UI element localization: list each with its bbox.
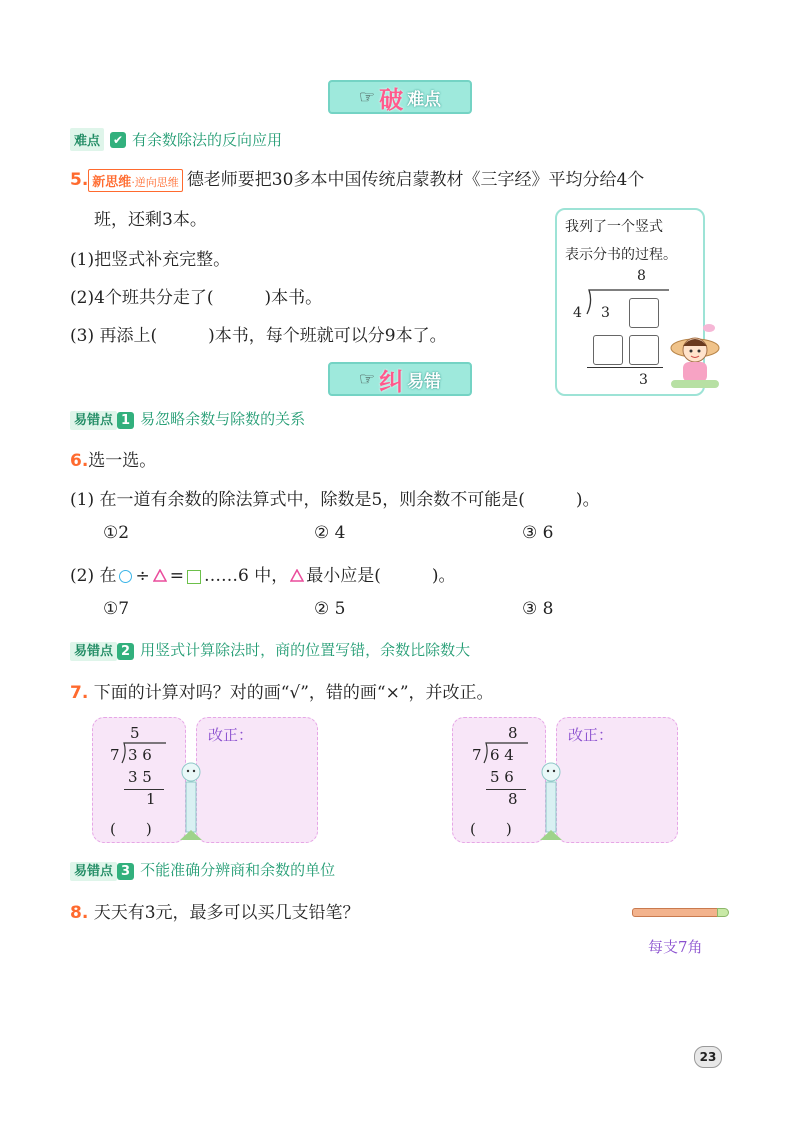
q6-title-line [70, 446, 156, 471]
q5-part3: (3) 再添上( )本书，每个班就可以分9本了。 [70, 326, 447, 346]
q5-part1: (1)把竖式补充完整。 [70, 250, 231, 270]
hand-pointer-icon: ☞ [358, 86, 376, 108]
mistake-title: 易忽略余数与除数的关系 [140, 410, 306, 428]
q6-title: 选一选。 [88, 451, 157, 471]
banner-correct [328, 362, 472, 396]
q6-part2: (2) 在 ÷ = ……6 中， 最小应是( )。 [70, 566, 456, 586]
q6-number: 6. [70, 451, 89, 471]
banner-small-text: 难点 [407, 89, 442, 110]
banner-big-char: 纠 [379, 367, 404, 396]
right-product: 5 6 [490, 768, 514, 786]
pencil-icon [632, 908, 720, 917]
q6-p1-option-b[interactable]: ② 4 [314, 523, 346, 543]
right-judge-blank[interactable]: ( ) [470, 820, 512, 838]
q5-text-1: 德老师要把30多本中国传统启蒙教材《三字经》平均分给4个 [186, 170, 645, 190]
difficult-chip: 难点 [70, 128, 104, 151]
blank-box[interactable] [629, 335, 659, 365]
banner-small-text: 易错 [407, 371, 442, 392]
note-remainder: 3 [639, 372, 648, 388]
q6-p2-option-a[interactable]: ①7 [103, 599, 130, 619]
triangle-shape-icon [290, 567, 304, 587]
q7-title-line [70, 678, 494, 703]
square-shape-icon [187, 570, 201, 584]
q7-title: 下面的计算对吗？对的画“√”，错的画“×”，并改正。 [93, 683, 494, 703]
new-thinking-badge: 新思维·逆向思维 [88, 169, 183, 192]
q8-number: 8. [70, 903, 89, 923]
subtraction-line [486, 789, 526, 790]
q5-number: 5. [70, 170, 89, 190]
hand-pointer-icon: ☞ [358, 368, 376, 390]
circle-shape-icon [119, 570, 132, 583]
q6-p1-option-c[interactable]: ③ 6 [522, 523, 554, 543]
q5-line2: 班，还剩3本。 [94, 210, 207, 230]
right-fix-label: 改正： [568, 726, 614, 744]
subtraction-line [587, 367, 663, 368]
right-remainder: 8 [508, 790, 518, 808]
subtraction-line [124, 789, 164, 790]
pencil-price: 每支7角 [648, 938, 703, 956]
check-icon: ✔ [110, 132, 126, 148]
note-dividend: 3 [601, 305, 610, 321]
left-product: 3 5 [128, 768, 152, 786]
q6-p2-option-b[interactable]: ② 5 [314, 599, 346, 619]
q8-title: 天天有3元，最多可以买几支铅笔？ [93, 903, 360, 923]
left-remainder: 1 [146, 790, 156, 808]
note-divisor: 4 [573, 305, 582, 321]
left-quotient: 5 [130, 724, 140, 742]
q6-p1-option-a[interactable]: ①2 [103, 523, 130, 543]
girl-mascot-icon [669, 314, 721, 392]
mistake-point-1-heading [70, 408, 305, 429]
note-bubble [555, 208, 705, 396]
note-line-2: 表示分书的过程。 [565, 247, 677, 263]
right-quotient: 8 [508, 724, 518, 742]
mistake-point-3-heading: 易错点 3 不能准确分辨商和余数的单位 [70, 859, 335, 880]
blank-box[interactable] [629, 298, 659, 328]
page-number: 23 [694, 1046, 722, 1068]
banner-big-char: 破 [379, 85, 404, 114]
mistake-title: 不能准确分辨商和余数的单位 [140, 861, 336, 879]
left-divisor: 7 [110, 746, 120, 764]
banner-breakthrough [328, 80, 472, 114]
q5-part2: (2)4个班共分走了( )本书。 [70, 288, 323, 308]
right-divisor: 7 [472, 746, 482, 764]
q5-line1 [70, 165, 644, 192]
difficult-point-heading [70, 128, 282, 151]
pencil-mascot-icon [538, 760, 564, 844]
difficult-title: 有余数除法的反向应用 [132, 131, 283, 149]
left-fix-label: 改正： [208, 726, 254, 744]
blank-box[interactable] [593, 335, 623, 365]
left-judge-blank[interactable]: ( ) [110, 820, 152, 838]
right-dividend: 6 4 [490, 746, 514, 764]
q7-number: 7. [70, 683, 89, 703]
pencil-mascot-icon [178, 760, 204, 844]
note-quotient: 8 [637, 268, 646, 284]
q8-title-line [70, 898, 360, 923]
q6-part1: (1) 在一道有余数的除法算式中，除数是5，则余数不可能是( )。 [70, 490, 600, 510]
mistake-point-2-heading: 易错点 2 用竖式计算除法时，商的位置写错，余数比除数大 [70, 639, 470, 660]
note-line-1: 我列了一个竖式 [565, 219, 663, 235]
left-dividend: 3 6 [128, 746, 152, 764]
q6-p2-option-c[interactable]: ③ 8 [522, 599, 554, 619]
triangle-shape-icon [153, 567, 167, 587]
mistake-chip: 易错点 [70, 411, 117, 430]
mistake-number: 1 [117, 412, 134, 429]
mistake-title: 用竖式计算除法时，商的位置写错，余数比除数大 [140, 641, 471, 659]
